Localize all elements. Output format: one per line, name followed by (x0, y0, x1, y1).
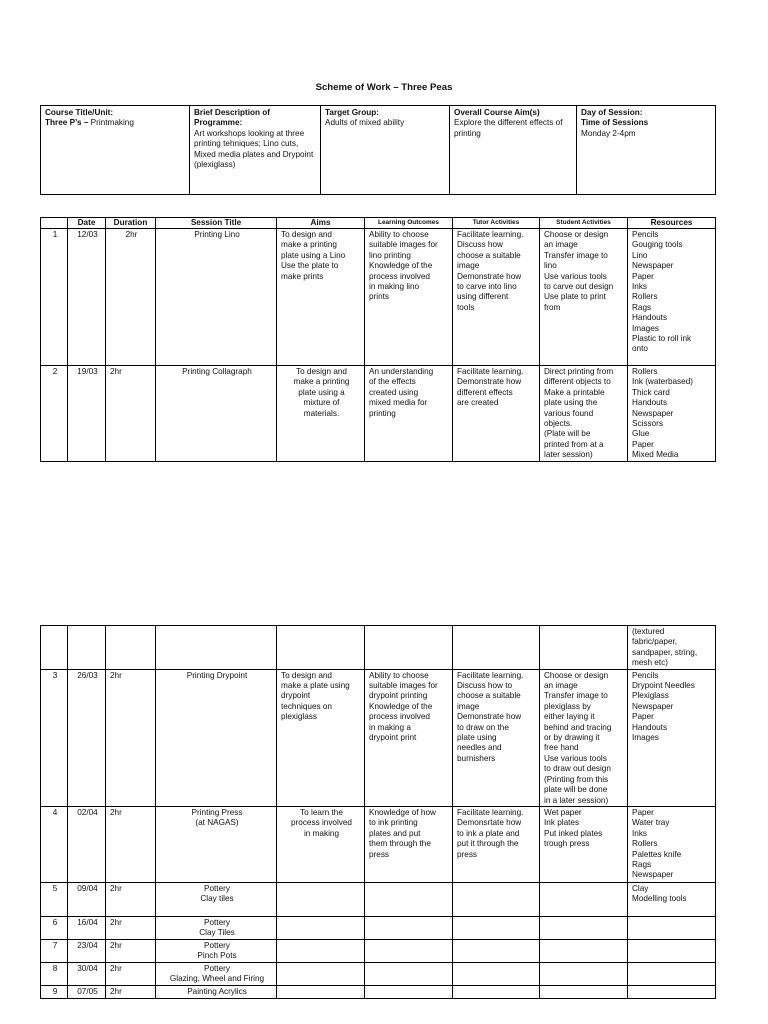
session-duration: 2hr (106, 669, 156, 806)
table-row (41, 366, 716, 462)
session-resources: Pencils Drypoint Needles Plexiglass Newspaper Paper Handouts Images (628, 669, 716, 806)
session-title: Pottery Clay tiles (156, 882, 277, 916)
session-duration: 2hr (106, 916, 156, 939)
session-learning-outcomes (365, 626, 453, 670)
brief-value: Art workshops looking at three printing tehniques; Lino cuts, Mixed media plates and Drypoint (plexiglass) (194, 128, 314, 170)
session-date: 02/04 (68, 806, 106, 882)
day-cell (577, 106, 716, 195)
target-cell (321, 106, 450, 195)
session-aims: To learn the process involved in making (277, 806, 365, 882)
course-cell (41, 106, 190, 195)
header-student-activities: Student Activities (540, 218, 628, 229)
session-date: 09/04 (68, 882, 106, 916)
session-title: Printing Drypoint (156, 669, 277, 806)
session-number: 1 (41, 229, 68, 366)
session-aims: To design and make a printing plate using a Lino Use the plate to make prints (277, 229, 365, 366)
session-learning-outcomes: Knowledge of how to ink printing plates and put them through the press (365, 806, 453, 882)
session-student-activities: Wet paper Ink plates Put inked plates trough press (540, 806, 628, 882)
aims-cell (450, 106, 577, 195)
session-student-activities (540, 985, 628, 998)
table-row (41, 882, 716, 916)
session-title: Painting Acrylics (156, 985, 277, 998)
day-label: Day of Session: (581, 108, 643, 117)
course-value: Printmaking (90, 118, 134, 128)
course-value-prefix: Three P’s – (45, 118, 91, 128)
table-row (41, 962, 716, 985)
session-title: Pottery Pinch Pots (156, 939, 277, 962)
session-tutor-activities: Facilitate learning. Demonstrate how different effects are created (453, 366, 540, 462)
session-number (41, 626, 68, 670)
session-title: Printing Collagraph (156, 366, 277, 462)
session-tutor-activities (453, 626, 540, 670)
session-aims (277, 626, 365, 670)
session-date: 07/05 (68, 985, 106, 998)
session-aims (277, 916, 365, 939)
session-duration: 2hr (106, 882, 156, 916)
session-student-activities (540, 939, 628, 962)
session-duration: 2hr (106, 366, 156, 462)
session-resources: Paper Water tray Inks Rollers Palettes knife Rags Newspaper (628, 806, 716, 882)
session-learning-outcomes (365, 882, 453, 916)
session-number: 7 (41, 939, 68, 962)
session-student-activities: Direct printing from different objects to Make a printable plate using the various found objects. (Plate will be printed from at a later session) (540, 366, 628, 462)
session-tutor-activities (453, 939, 540, 962)
header-session-title: Session Title (156, 218, 277, 229)
session-learning-outcomes (365, 939, 453, 962)
session-aims: To design and make a plate using drypoint techniques on plexiglass (277, 669, 365, 806)
session-learning-outcomes (365, 985, 453, 998)
session-learning-outcomes: An understanding of the effects created using mixed media for printing (365, 366, 453, 462)
schedule-table-page2 (40, 625, 716, 999)
session-duration: 2hr (106, 939, 156, 962)
course-info-table (40, 105, 716, 195)
session-date: 30/04 (68, 962, 106, 985)
session-number: 6 (41, 916, 68, 939)
time-label: Time of Sessions (581, 118, 649, 128)
session-title (156, 626, 277, 670)
course-label: Course Title/Unit: (45, 108, 114, 117)
session-resources (628, 916, 716, 939)
session-duration: 2hr (106, 962, 156, 985)
aims-value: Explore the different effects of printing (454, 118, 563, 138)
session-tutor-activities: Facilitate learning. Discuss how to choose a suitable image Demonstrate how to draw on the plate using needles and burnishers (453, 669, 540, 806)
header-duration: Duration (106, 218, 156, 229)
time-value: Monday 2-4pm (581, 128, 636, 138)
session-learning-outcomes (365, 962, 453, 985)
document-title: Scheme of Work – Three Peas (315, 82, 453, 93)
session-number: 4 (41, 806, 68, 882)
session-number: 2 (41, 366, 68, 462)
session-student-activities (540, 882, 628, 916)
session-resources: Rollers Ink (waterbased) Thick card Handouts Newspaper Scissors Glue Paper Mixed Media (628, 366, 716, 462)
session-number: 5 (41, 882, 68, 916)
schedule-header-row (41, 218, 716, 229)
session-tutor-activities: Facilitate learning. Discuss how choose a suitable image Demonstrate how to carve into lino using different tools (453, 229, 540, 366)
session-resources (628, 962, 716, 985)
table-row (41, 669, 716, 806)
session-student-activities: Choose or design an image Transfer image to plexiglass by either laying it behind and tracing or by drawing it free hand Use various tools to draw out design (Printing from this plate will be done in a later session) (540, 669, 628, 806)
header-aims: Aims (277, 218, 365, 229)
session-tutor-activities (453, 882, 540, 916)
session-duration: 2hr (106, 229, 156, 366)
table-row (41, 916, 716, 939)
session-resources (628, 939, 716, 962)
table-row (41, 939, 716, 962)
table-row (41, 229, 716, 366)
schedule-table-page1 (40, 217, 716, 462)
header-tutor-activities: Tutor Activities (453, 218, 540, 229)
session-learning-outcomes: Ability to choose suitable images for drypoint printing Knowledge of the process involved in making a drypoint print (365, 669, 453, 806)
session-tutor-activities (453, 962, 540, 985)
session-number: 3 (41, 669, 68, 806)
session-title: Printing Lino (156, 229, 277, 366)
session-title: Pottery Clay Tiles (156, 916, 277, 939)
session-resources: Clay Modelling tools (628, 882, 716, 916)
session-tutor-activities (453, 916, 540, 939)
session-number: 8 (41, 962, 68, 985)
session-date: 19/03 (68, 366, 106, 462)
session-tutor-activities: Facilitate learning. Demonsrtate how to ink a plate and put it through the press (453, 806, 540, 882)
session-date: 23/04 (68, 939, 106, 962)
session-title: Printing Press (at NAGAS) (156, 806, 277, 882)
session-duration (106, 626, 156, 670)
session-aims (277, 962, 365, 985)
target-label: Target Group: (325, 108, 379, 117)
table-row (41, 626, 716, 670)
header-resources: Resources (628, 218, 716, 229)
session-learning-outcomes (365, 916, 453, 939)
session-student-activities (540, 626, 628, 670)
session-aims: To design and make a printing plate using a mixture of materials. (277, 366, 365, 462)
session-resources: (textured fabric/paper, sandpaper, string, mesh etc) (628, 626, 716, 670)
session-learning-outcomes: Ability to choose suitable images for lino printing Knowledge of the process involved in making lino prints (365, 229, 453, 366)
session-date: 12/03 (68, 229, 106, 366)
table-row (41, 985, 716, 998)
session-date (68, 626, 106, 670)
aims-label: Overall Course Aim(s) (454, 108, 540, 117)
session-duration: 2hr (106, 985, 156, 998)
session-number: 9 (41, 985, 68, 998)
session-student-activities (540, 916, 628, 939)
header-learning-outcomes: Learning Outcomes (365, 218, 453, 229)
session-date: 26/03 (68, 669, 106, 806)
table-row (41, 806, 716, 882)
session-aims (277, 985, 365, 998)
brief-label: Brief Description of Programme: (194, 108, 270, 128)
target-value: Adults of mixed ability (325, 118, 405, 128)
session-student-activities: Choose or design an image Transfer image to lino Use various tools to carve out design Use plate to print from (540, 229, 628, 366)
session-aims (277, 882, 365, 916)
header-date: Date (68, 218, 106, 229)
session-tutor-activities (453, 985, 540, 998)
session-title: Pottery Glazing, Wheel and Firing (156, 962, 277, 985)
session-date: 16/04 (68, 916, 106, 939)
session-resources: Pencils Gouging tools Lino Newspaper Paper Inks Rollers Rags Handouts Images Plastic to roll ink onto (628, 229, 716, 366)
session-student-activities (540, 962, 628, 985)
header-num (41, 218, 68, 229)
brief-cell (190, 106, 321, 195)
session-resources (628, 985, 716, 998)
session-duration: 2hr (106, 806, 156, 882)
session-aims (277, 939, 365, 962)
